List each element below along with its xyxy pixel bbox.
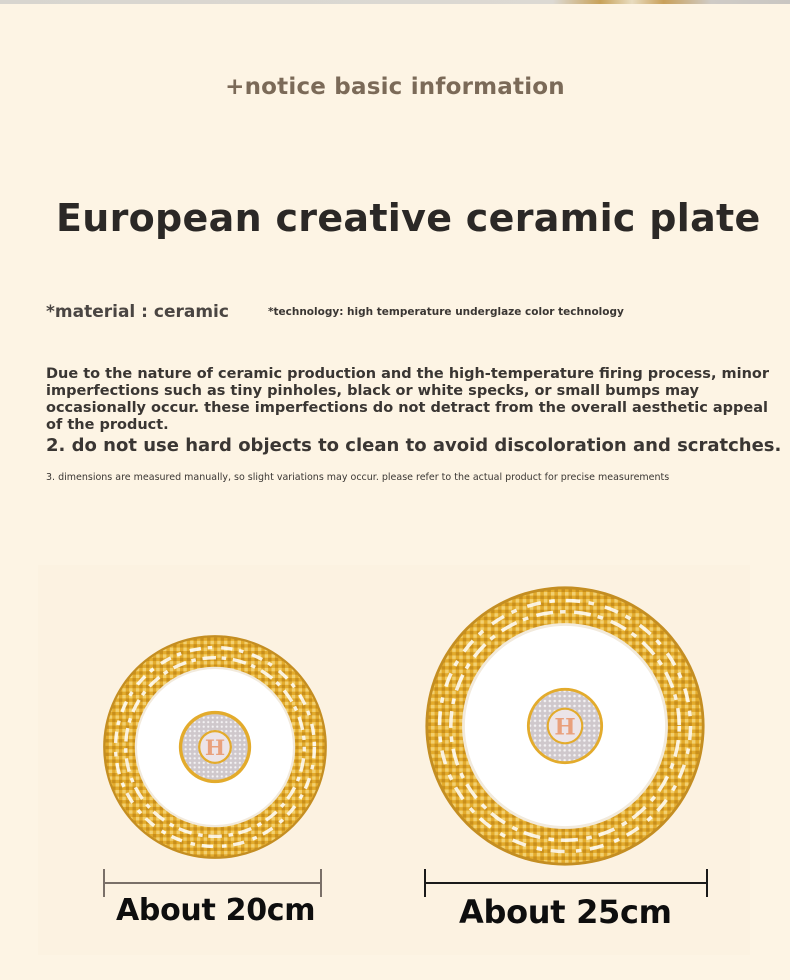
small-plate-image [102, 634, 328, 860]
large-plate-image [424, 585, 706, 867]
svg-text:H: H [204, 735, 226, 761]
svg-text:H: H [554, 714, 576, 741]
plate-illustration-icon [102, 634, 328, 860]
product-title: European creative ceramic plate [56, 196, 761, 240]
section-title: +notice basic information [225, 74, 565, 100]
top-image-strip [0, 0, 790, 4]
dimension-line-large [425, 882, 708, 884]
notice-dimensions: 3. dimensions are measured manually, so slight variations may occur. please refer to the actual product for precise measurements [46, 472, 670, 483]
dimension-line-small [104, 882, 321, 884]
dimension-tick-right-large [706, 869, 708, 897]
dimension-tick-right-small [320, 869, 322, 897]
small-plate-size-label: About 20cm [116, 893, 316, 928]
plate-illustration-icon [424, 585, 706, 867]
technology-spec: *technology: high temperature underglaze color technology [268, 306, 624, 318]
material-spec: *material : ceramic [46, 302, 229, 322]
notice-cleaning: 2. do not use hard objects to clean to avoid discoloration and scratches. [46, 435, 782, 456]
large-plate-size-label: About 25cm [459, 893, 672, 931]
notice-imperfections: Due to the nature of ceramic production and the high-temperature firing process, minor imperfections such as tiny pinholes, black or white specks, or small bumps may occasionally occur. these imperfections do not detract from the overall aesthetic appeal of the product. [46, 366, 770, 433]
